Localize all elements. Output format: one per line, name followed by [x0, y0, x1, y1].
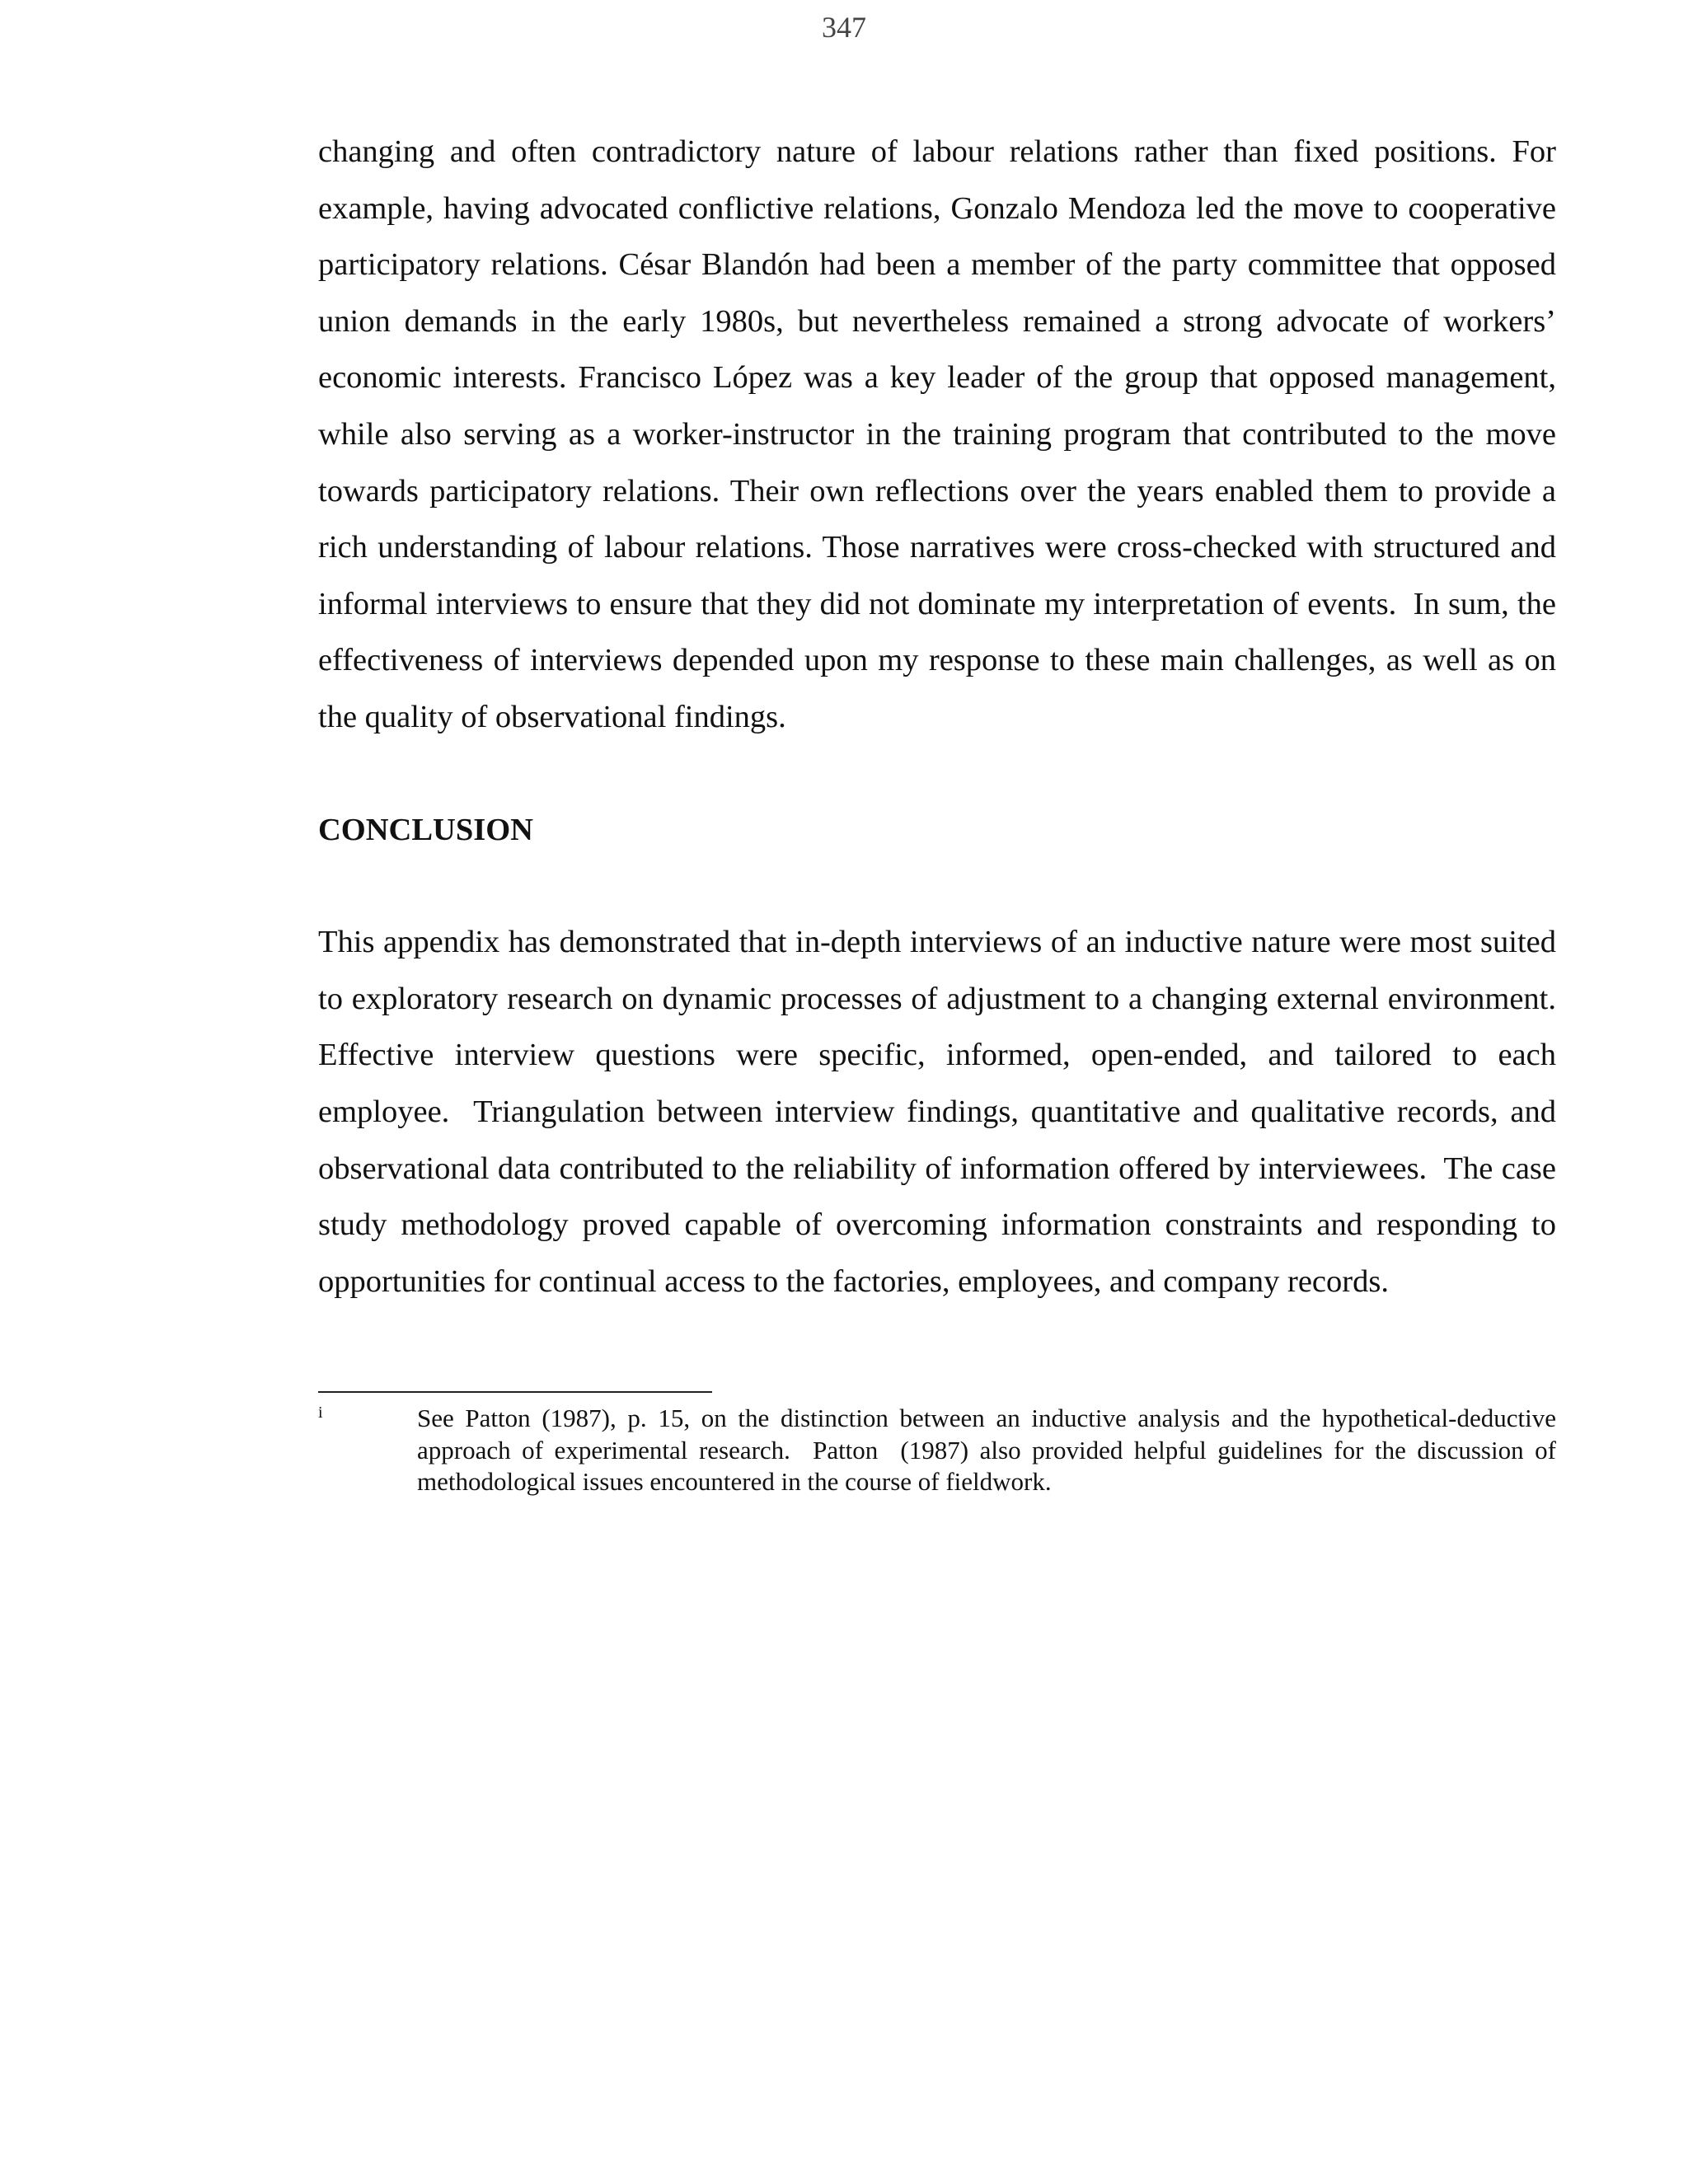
page-number [0, 11, 1688, 56]
footnote [318, 1403, 1563, 1498]
footnote-text: See Patton (1987), p. 15, on the distinction between an inductive analysis and the hypothetical-deductive approach of experimental research. Patton (1987) also provided helpful guidelines for the discussion of methodological issues encountered in the course of fieldwork. [417, 1404, 1563, 1496]
main-content [318, 124, 1573, 1310]
spacer [318, 858, 1556, 914]
page-number-text: 347 [822, 11, 866, 44]
continuation-paragraph: changing and often contradictory nature of labour relations rather than fixed positions. For example, having advocated conflictive relations, Gonzalo Mendoza led the move to cooperative participatory relations. César Blandón had been a member of the party committee that opposed union demands in the early 1980s, but nevertheless remained a strong advocate of workers’ economic interests. Francisco López was a key leader of the group that opposed management, while also serving as a worker-instructor in the training program that contributed to the move towards participatory relations. Their own reflections over the years enabled them to provide a rich understanding of labour relations. Those narratives were cross-checked with structured and informal interviews to ensure that they did not dominate my interpretation of events. In sum, the effectiveness of interviews depended upon my response to these main challenges, as well as on the quality of observational findings. [318, 134, 1564, 734]
spacer [318, 746, 1556, 802]
footnote-separator [318, 1391, 712, 1393]
section-heading-conclusion: CONCLUSION [318, 812, 533, 847]
conclusion-paragraph: This appendix has demonstrated that in-depth interviews of an inductive nature were most suited to exploratory research on dynamic processes of adjustment to a changing external environment. Effective interview questions were specific, informed, open-ended, and tailored to each employee. Triangulation between interview findings, quantitative and qualitative records, and observational data contributed to the reliability of information offered by interviewees. The case study methodology proved capable of overcoming information constraints and responding to opportunities for continual access to the factories, employees, and company records. [318, 925, 1573, 1299]
footnote-marker: i [318, 1404, 323, 1422]
